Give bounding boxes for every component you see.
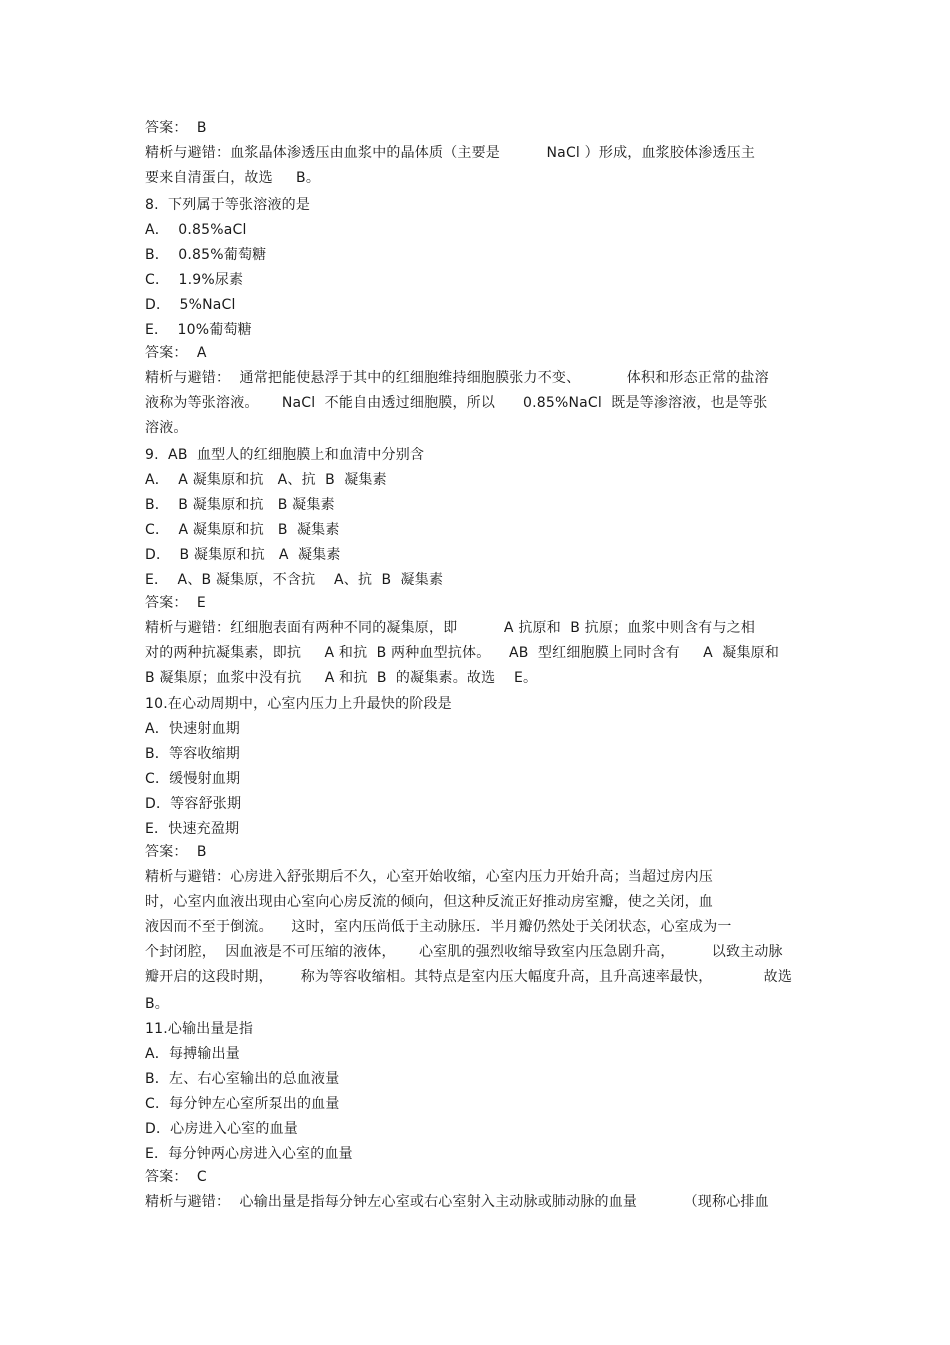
- explanation-text: 精析与避错：血浆晶体渗透压由血浆中的晶体质（主要是 NaCl ）形成，血浆胶体渗透压主: [145, 145, 756, 161]
- option-a: A．快速射血期: [145, 721, 240, 737]
- explanation-text: B。: [145, 996, 170, 1012]
- answer-label: 答案： B: [145, 844, 207, 860]
- answer-label: 答案： A: [145, 345, 207, 361]
- explanation-text: 液因而不至于倒流。 这时，室内压尚低于主动脉压．半月瓣仍然处于关闭状态，心室成为一: [145, 919, 732, 935]
- option-a: A． A 凝集原和抗 A、抗 B 凝集素: [145, 472, 387, 488]
- answer-label: 答案： E: [145, 595, 206, 611]
- explanation-text: 液称为等张溶液。 NaCl 不能自由透过细胞膜，所以 0.85%NaCl 既是等渗溶液，也是等张: [145, 395, 768, 411]
- explanation-text: B 凝集原；血浆中没有抗 A 和抗 B 的凝集素。故选 E。: [145, 670, 538, 686]
- option-e: E． 10%葡萄糖: [145, 322, 252, 338]
- explanation-text: 溶液。: [145, 420, 188, 436]
- option-b: B．等容收缩期: [145, 746, 241, 762]
- option-c: C． 1.9%尿素: [145, 272, 244, 288]
- option-a: A． 0.85%aCl: [145, 222, 247, 238]
- question-8: 8. 下列属于等张溶液的是: [145, 197, 311, 213]
- option-b: B． B 凝集原和抗 B 凝集素: [145, 497, 335, 513]
- option-c: C．每分钟左心室所泵出的血量: [145, 1096, 340, 1112]
- option-a: A．每搏输出量: [145, 1046, 240, 1062]
- explanation-text: 个封闭腔， 因血液是不可压缩的液体， 心室肌的强烈收缩导致室内压急剧升高， 以致主动脉: [145, 944, 783, 960]
- option-c: C． A 凝集原和抗 B 凝集素: [145, 522, 340, 538]
- answer-label: 答案： C: [145, 1169, 207, 1185]
- option-e: E． A、B 凝集原，不含抗 A、抗 B 凝集素: [145, 572, 444, 588]
- option-d: D． B 凝集原和抗 A 凝集素: [145, 547, 341, 563]
- question-11: 11.心输出量是指: [145, 1021, 254, 1037]
- option-c: C．缓慢射血期: [145, 771, 241, 787]
- option-d: D． 5%NaCl: [145, 297, 236, 313]
- question-9: 9. AB 血型人的红细胞膜上和血清中分别含: [145, 447, 425, 463]
- question-10: 10.在心动周期中，心室内压力上升最快的阶段是: [145, 696, 452, 712]
- explanation-text: 要来自清蛋白，故选 B。: [145, 170, 321, 186]
- option-e: E．每分钟两心房进入心室的血量: [145, 1146, 353, 1162]
- option-d: D．心房进入心室的血量: [145, 1121, 298, 1137]
- explanation-text: 精析与避错：红细胞表面有两种不同的凝集原，即 A 抗原和 B 抗原；血浆中则含有与之相: [145, 620, 756, 636]
- explanation-text: 对的两种抗凝集素，即抗 A 和抗 B 两种血型抗体。 AB 型红细胞膜上同时含有 A 凝集原和: [145, 645, 780, 661]
- option-b: B． 0.85%葡萄糖: [145, 247, 267, 263]
- option-e: E．快速充盈期: [145, 821, 240, 837]
- explanation-text: 精析与避错： 通常把能使悬浮于其中的红细胞维持细胞膜张力不变、 体积和形态正常的盐溶: [145, 370, 769, 386]
- answer-label: 答案： B: [145, 120, 207, 136]
- explanation-text: 精析与避错： 心输出量是指每分钟左心室或右心室射入主动脉或肺动脉的血量 （现称心排血: [145, 1194, 769, 1210]
- explanation-text: 瓣开启的这段时期， 称为等容收缩相。其特点是室内压大幅度升高，且升高速率最快， 故选: [145, 969, 793, 985]
- option-d: D．等容舒张期: [145, 796, 242, 812]
- explanation-text: 精析与避错：心房进入舒张期后不久，心室开始收缩，心室内压力开始升高；当超过房内压: [145, 869, 713, 885]
- explanation-text: 时，心室内血液出现由心室向心房反流的倾向，但这种反流正好推动房室瓣，使之关闭，血: [145, 894, 713, 910]
- option-b: B．左、右心室输出的总血液量: [145, 1071, 340, 1087]
